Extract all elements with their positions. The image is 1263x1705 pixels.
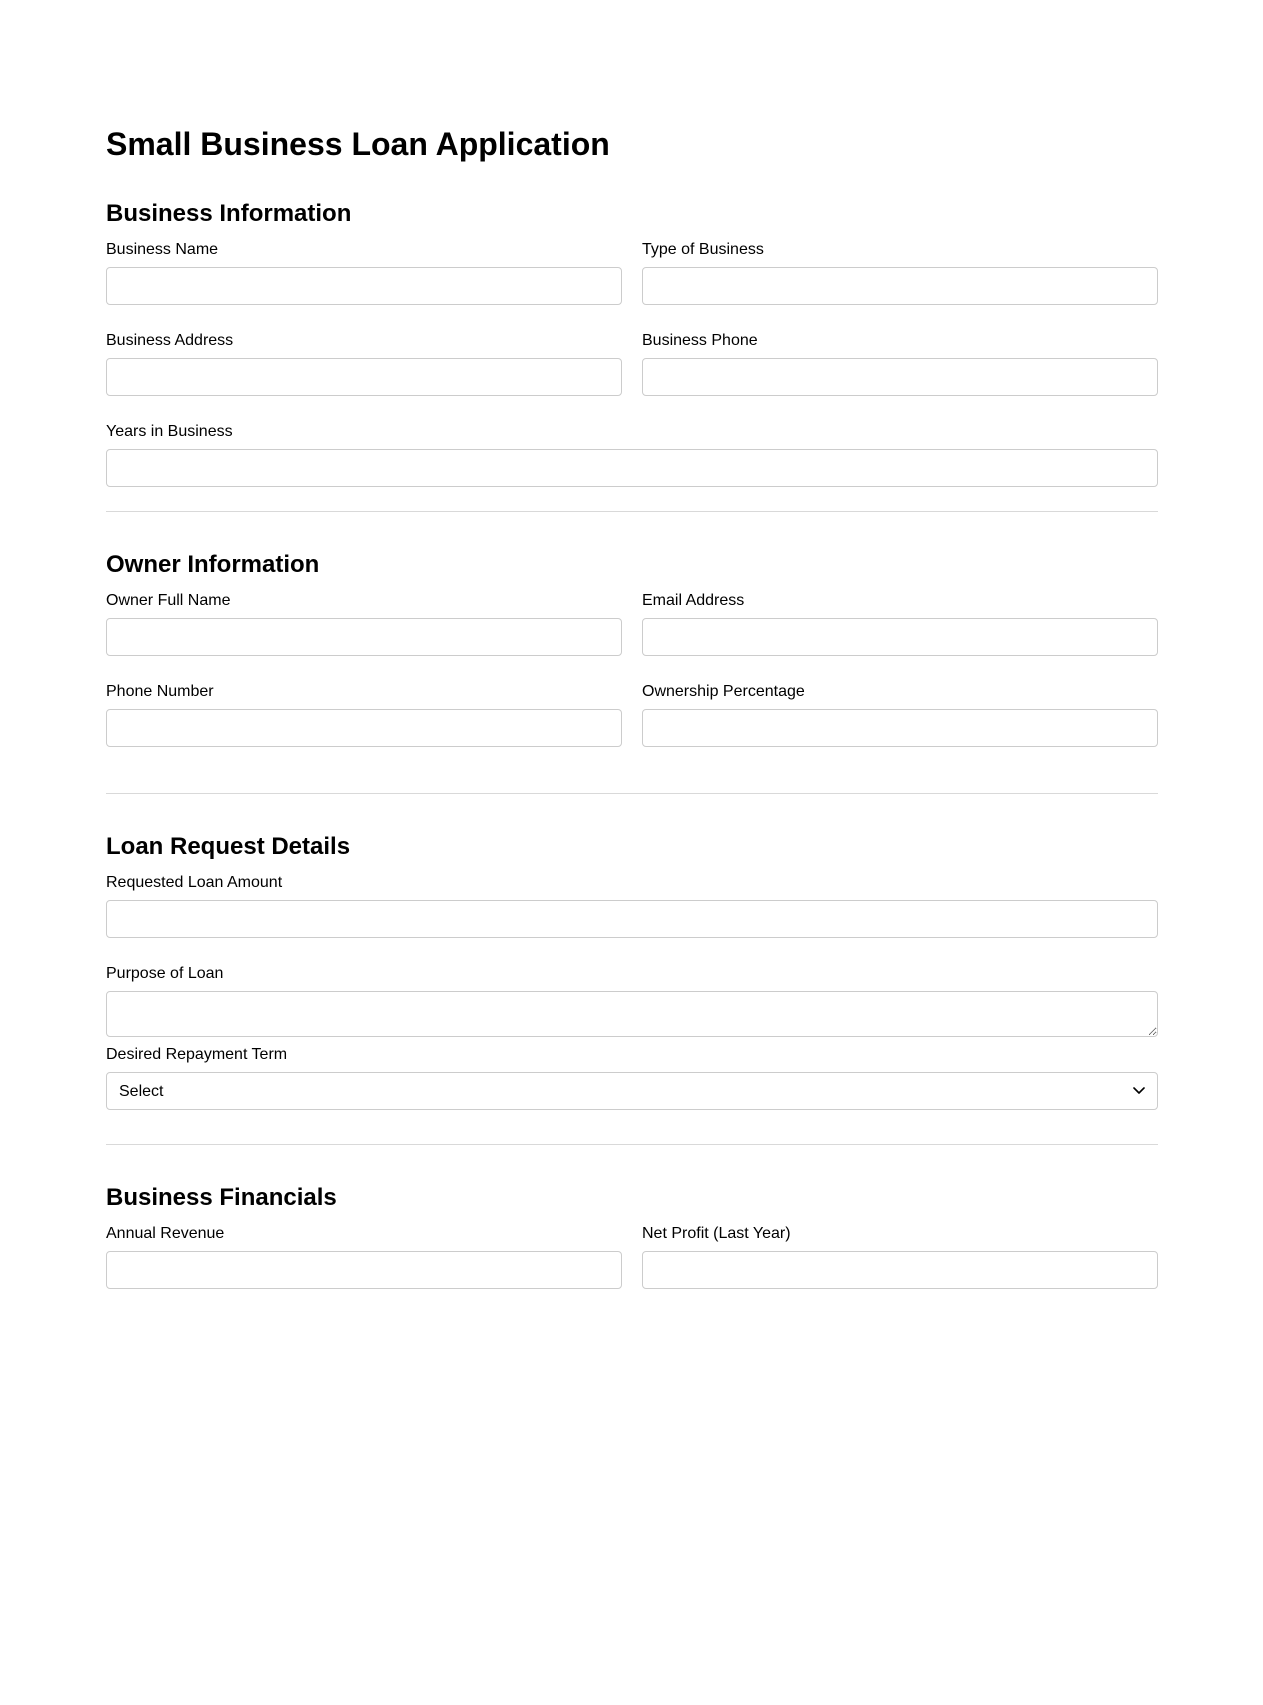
phone-number-input[interactable]: [106, 709, 622, 747]
business-phone-input[interactable]: [642, 358, 1158, 396]
desired-repayment-term-select[interactable]: [106, 1072, 1158, 1110]
purpose-of-loan-textarea[interactable]: [106, 991, 1158, 1037]
business-name-field: [106, 240, 622, 305]
requested-loan-amount-field: [106, 873, 1158, 938]
email-address-field: [642, 591, 1158, 656]
requested-loan-amount-label: Requested Loan Amount: [106, 874, 283, 891]
section-divider: [106, 511, 1158, 512]
years-in-business-field: [106, 422, 1158, 487]
net-profit-label: Net Profit (Last Year): [642, 1225, 791, 1242]
type-of-business-label: Type of Business: [642, 241, 764, 258]
annual-revenue-field: [106, 1224, 622, 1289]
section-title-business-financials: Business Financials: [106, 1184, 337, 1211]
owner-full-name-field: [106, 591, 622, 656]
purpose-of-loan-field: [106, 964, 1158, 1037]
email-address-input[interactable]: [642, 618, 1158, 656]
business-address-label: Business Address: [106, 332, 234, 349]
owner-full-name-label: Owner Full Name: [106, 592, 231, 609]
loan-application-form: [106, 0, 1158, 1349]
business-name-label: Business Name: [106, 241, 219, 258]
ownership-percentage-field: [642, 682, 1158, 747]
loan-request-details-section: [106, 873, 1158, 1110]
annual-revenue-input[interactable]: [106, 1251, 622, 1289]
business-information-section: [106, 240, 1158, 487]
business-name-input[interactable]: [106, 267, 622, 305]
years-in-business-input[interactable]: [106, 449, 1158, 487]
phone-number-field: [106, 682, 622, 747]
section-divider: [106, 793, 1158, 794]
section-title-loan-request-details: Loan Request Details: [106, 833, 351, 860]
section-divider: [106, 1144, 1158, 1145]
page-title: Small Business Loan Application: [106, 126, 610, 162]
net-profit-input[interactable]: [642, 1251, 1158, 1289]
business-address-field: [106, 331, 622, 396]
desired-repayment-term-field: [106, 1045, 1158, 1110]
annual-revenue-label: Annual Revenue: [106, 1225, 225, 1242]
net-profit-field: [642, 1224, 1158, 1289]
ownership-percentage-input[interactable]: [642, 709, 1158, 747]
ownership-percentage-label: Ownership Percentage: [642, 683, 805, 700]
desired-repayment-term-select-wrap: [106, 1072, 1158, 1110]
business-phone-field: [642, 331, 1158, 396]
business-phone-label: Business Phone: [642, 332, 758, 349]
section-title-business-information: Business Information: [106, 200, 352, 227]
requested-loan-amount-input[interactable]: [106, 900, 1158, 938]
purpose-of-loan-label: Purpose of Loan: [106, 965, 224, 982]
section-title-owner-information: Owner Information: [106, 551, 320, 578]
owner-full-name-input[interactable]: [106, 618, 622, 656]
owner-information-section: [106, 591, 1158, 747]
type-of-business-field: [642, 240, 1158, 305]
email-address-label: Email Address: [642, 592, 745, 609]
business-address-input[interactable]: [106, 358, 622, 396]
phone-number-label: Phone Number: [106, 683, 214, 700]
business-financials-section: [106, 1224, 1158, 1289]
years-in-business-label: Years in Business: [106, 423, 233, 440]
desired-repayment-term-label: Desired Repayment Term: [106, 1046, 288, 1063]
type-of-business-input[interactable]: [642, 267, 1158, 305]
